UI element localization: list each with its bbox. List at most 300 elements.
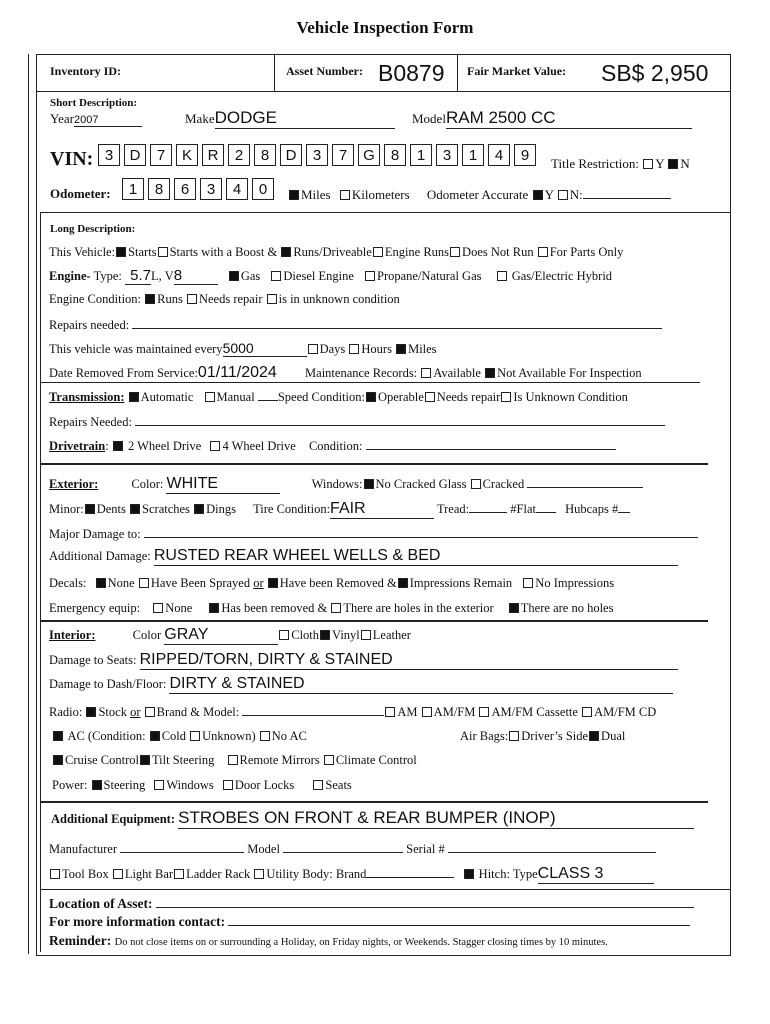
manual-label: Manual <box>216 390 255 404</box>
interior-color-value[interactable]: GRAY <box>164 626 278 645</box>
windows-label: Windows <box>166 778 214 792</box>
unknown-label: Unknown) <box>202 729 256 743</box>
diesel-label: Diesel Engine <box>283 269 354 283</box>
starts-checkbox[interactable] <box>116 247 126 257</box>
divider <box>40 463 708 465</box>
vin-char-box[interactable]: G <box>358 144 380 166</box>
engine-row <box>49 267 612 285</box>
emergency-none-checkbox[interactable] <box>153 603 163 613</box>
condition-label: Condition: <box>311 390 365 404</box>
asset-number-value[interactable]: B0879 <box>378 60 445 86</box>
vin-char-box[interactable]: 8 <box>384 144 406 166</box>
amfm-cassette-checkbox[interactable] <box>479 707 489 717</box>
maintained-label: This vehicle was maintained every <box>49 342 223 356</box>
removed-checkbox[interactable] <box>268 578 278 588</box>
four-wd-label: 4 Wheel Drive <box>222 439 296 453</box>
flat-label: #Flat <box>510 502 536 516</box>
hitch-value[interactable]: CLASS 3 <box>538 865 654 884</box>
model-row <box>412 108 692 129</box>
vin-char-box[interactable]: 1 <box>462 144 484 166</box>
door-locks-label: Door Locks <box>234 778 295 792</box>
vin-label: VIN: <box>50 148 94 170</box>
vin-char-box[interactable]: 3 <box>98 144 120 166</box>
vin-char-box[interactable]: 3 <box>436 144 458 166</box>
tread-field[interactable] <box>469 512 507 513</box>
operable-checkbox[interactable] <box>366 392 376 402</box>
major-damage-row <box>49 527 698 542</box>
speed-label: Speed <box>277 390 309 404</box>
utility-brand-field[interactable] <box>366 877 454 878</box>
brand-model-label: Brand & Model: <box>156 705 240 719</box>
odometer-digit-box[interactable]: 4 <box>226 178 248 200</box>
engine-label: Engine- <box>49 269 91 283</box>
vin-char-box[interactable]: 3 <box>306 144 328 166</box>
available-checkbox[interactable] <box>421 368 431 378</box>
drivers-side-checkbox[interactable] <box>509 731 519 741</box>
impressions-remain-checkbox[interactable] <box>398 578 408 588</box>
location-field[interactable] <box>156 907 694 908</box>
interior-row <box>49 626 411 645</box>
dash-label: Damage to Dash/Floor: <box>49 677 167 691</box>
major-damage-label: Major Damage to: <box>49 527 141 541</box>
drivetrain-label: Drivetrain <box>49 439 106 453</box>
automatic-checkbox[interactable] <box>129 392 139 402</box>
runs-checkbox[interactable] <box>145 294 155 304</box>
asset-number-label: Asset Number: <box>286 64 363 78</box>
ac-row <box>52 729 307 744</box>
major-damage-field[interactable] <box>144 537 698 538</box>
repairs-needed2-row <box>49 415 665 430</box>
none-label: None <box>165 601 193 615</box>
minor-row <box>49 500 630 519</box>
leather-checkbox[interactable] <box>361 630 371 640</box>
fmv-label: Fair Market Value: <box>467 64 567 78</box>
transmission-row <box>49 390 628 405</box>
make-row <box>185 108 395 129</box>
four-wd-checkbox[interactable] <box>210 441 220 451</box>
this-vehicle-label: This Vehicle: <box>49 245 116 259</box>
tilt-label: Tilt Steering <box>151 753 215 767</box>
available-label: Available <box>433 366 481 380</box>
needs-repair-label: Needs repair <box>436 390 501 404</box>
long-desc-label: Long Description: <box>50 223 136 235</box>
no-holes-label: There are no holes <box>520 601 614 615</box>
remote-mirrors-label: Remote Mirrors <box>239 753 320 767</box>
no-cracked-checkbox[interactable] <box>364 479 374 489</box>
equipment-row <box>51 808 694 829</box>
am-label: AM <box>397 705 418 719</box>
divider <box>40 801 708 803</box>
ac-checkbox[interactable] <box>53 731 63 741</box>
fmv-value[interactable]: SB$ 2,950 <box>601 60 709 86</box>
emergency-label: Emergency equip: <box>49 601 141 615</box>
stock-label: Stock <box>98 705 127 719</box>
scratches-checkbox[interactable] <box>130 504 140 514</box>
year-value[interactable]: 2007 <box>74 114 142 127</box>
ladder-rack-label: Ladder Rack <box>186 867 251 881</box>
no-holes-checkbox[interactable] <box>509 603 519 613</box>
make-label: Make <box>185 111 215 126</box>
short-desc-label: Short Description: <box>50 97 138 109</box>
power-seats-checkbox[interactable] <box>313 780 323 790</box>
vin-char-box[interactable]: 9 <box>514 144 536 166</box>
power-row <box>52 778 352 793</box>
miles-checkbox[interactable] <box>289 190 299 200</box>
exterior-color-value[interactable]: WHITE <box>166 475 280 494</box>
hybrid-label: Gas/Electric Hybrid <box>511 269 613 283</box>
n-field[interactable] <box>583 198 671 199</box>
kilometers-label: Kilometers <box>351 187 410 202</box>
cruise-row <box>52 753 417 768</box>
contact-row <box>49 914 690 930</box>
sprayed-checkbox[interactable] <box>139 578 149 588</box>
transmission-label: Transmission: <box>49 390 125 404</box>
two-wd-label: 2 Wheel Drive <box>127 439 202 453</box>
operable-label: Operable <box>377 390 424 404</box>
days-checkbox[interactable] <box>308 344 318 354</box>
amfm-label: AM/FM <box>433 705 476 719</box>
model-label: Model <box>412 111 446 126</box>
equipment-value[interactable]: STROBES ON FRONT & REAR BUMPER (INOP) <box>178 808 694 829</box>
cracked-label: Cracked <box>482 477 525 491</box>
inventory-id-label: Inventory ID: <box>50 64 121 78</box>
has-been-removed-checkbox[interactable] <box>209 603 219 613</box>
no-impressions-label: No Impressions <box>535 576 615 590</box>
starts-boost-checkbox[interactable] <box>158 247 168 257</box>
starts-boost-label: Starts with a Boost & <box>169 245 278 259</box>
starts-label: Starts <box>128 245 157 259</box>
or-label: or <box>130 705 141 719</box>
condition-label: Condition: <box>308 439 363 453</box>
miles-label: Miles <box>301 187 331 202</box>
trans-needs-repair-checkbox[interactable] <box>425 392 435 402</box>
vin-char-box[interactable]: 2 <box>228 144 250 166</box>
type-label: Type: <box>93 269 122 283</box>
cold-checkbox[interactable] <box>150 731 160 741</box>
hours-label: Hours <box>361 342 392 356</box>
unknown-condition-label: is in unknown condition <box>278 292 400 306</box>
vin-char-box[interactable]: 1 <box>410 144 432 166</box>
additional-damage-label: Additional Damage: <box>49 549 151 563</box>
climate-checkbox[interactable] <box>324 755 334 765</box>
diesel-checkbox[interactable] <box>271 271 281 281</box>
vin-char-box[interactable]: K <box>176 144 198 166</box>
manual-checkbox[interactable] <box>205 392 215 402</box>
maintained-row <box>49 340 437 357</box>
climate-label: Climate Control <box>335 753 417 767</box>
cruise-label: Cruise Control <box>65 753 139 767</box>
does-not-run-checkbox[interactable] <box>450 247 460 257</box>
minor-label: Minor: <box>49 502 84 516</box>
windows-label: Windows: <box>311 477 363 491</box>
odometer-units-row <box>288 187 671 203</box>
drivers-side-label: Driver’s Side <box>521 729 589 743</box>
odometer-accurate-n-checkbox[interactable] <box>558 190 568 200</box>
emergency-row <box>49 601 613 616</box>
odometer-digit-box[interactable]: 1 <box>122 178 144 200</box>
removed-label: Have been Removed & <box>279 576 397 590</box>
holes-label: There are holes in the exterior <box>343 601 494 615</box>
odometer-digit-box[interactable]: 3 <box>200 178 222 200</box>
y-label: Y <box>655 156 665 171</box>
engine-v-value[interactable]: 8 <box>174 267 218 285</box>
vin-boxes <box>98 144 540 166</box>
this-vehicle-row <box>49 245 623 260</box>
exterior-row <box>49 475 643 494</box>
gas-label: Gas <box>240 269 261 283</box>
engine-runs-label: Engine Runs <box>384 245 450 259</box>
cloth-checkbox[interactable] <box>279 630 289 640</box>
engine-condition-row <box>49 292 400 307</box>
has-been-removed-label: Has been removed & <box>221 601 328 615</box>
remote-mirrors-checkbox[interactable] <box>228 755 238 765</box>
dash-row <box>49 675 673 694</box>
hitch-label: Hitch: Type <box>478 867 538 881</box>
accessories-row <box>49 865 654 884</box>
cold-label: Cold <box>161 729 187 743</box>
odometer-accurate-y-checkbox[interactable] <box>533 190 543 200</box>
drivetrain-condition-field[interactable] <box>366 449 616 450</box>
dings-label: Dings <box>206 502 236 516</box>
dings-checkbox[interactable] <box>194 504 204 514</box>
or-label: or <box>253 576 264 590</box>
divider <box>40 212 731 213</box>
dents-checkbox[interactable] <box>85 504 95 514</box>
vin-char-box[interactable]: D <box>124 144 146 166</box>
amfm-cd-checkbox[interactable] <box>582 707 592 717</box>
contact-field[interactable] <box>228 925 690 926</box>
runs-driveable-checkbox[interactable] <box>281 247 291 257</box>
utility-body-checkbox[interactable] <box>254 869 264 879</box>
no-ac-checkbox[interactable] <box>260 731 270 741</box>
seats-label: Damage to Seats: <box>49 653 137 667</box>
decals-row <box>49 576 614 591</box>
leather-label: Leather <box>372 628 411 642</box>
year-row <box>50 111 142 127</box>
none-label: None <box>107 576 135 590</box>
title-restriction-n-checkbox[interactable] <box>668 159 678 169</box>
reminder-row <box>49 933 608 949</box>
no-ac-label: No AC <box>271 729 307 743</box>
amfm-cassette-label: AM/FM Cassette <box>491 705 578 719</box>
speed-field[interactable] <box>258 400 278 401</box>
odometer-digit-box[interactable]: 6 <box>174 178 196 200</box>
tire-label: Tire Condition: <box>253 502 331 516</box>
does-not-run-label: Does Not Run <box>462 245 534 259</box>
days-label: Days <box>319 342 346 356</box>
trans-unknown-checkbox[interactable] <box>501 392 511 402</box>
vin-char-box[interactable]: R <box>202 144 224 166</box>
vin-char-box[interactable]: 4 <box>488 144 510 166</box>
ac-label: AC (Condition: <box>67 729 146 743</box>
date-removed-row <box>49 364 642 383</box>
inner-frame-left <box>40 212 41 952</box>
two-wd-checkbox[interactable] <box>113 441 123 451</box>
hubcaps-label: Hubcaps # <box>565 502 619 516</box>
divider <box>40 889 731 890</box>
kilometers-checkbox[interactable] <box>340 190 350 200</box>
not-available-checkbox[interactable] <box>485 368 495 378</box>
odometer-digit-box[interactable]: 0 <box>252 178 274 200</box>
power-steering-checkbox[interactable] <box>92 780 102 790</box>
contact-label: For more information contact: <box>49 914 226 929</box>
left-margin-line <box>28 54 29 954</box>
divider <box>40 620 708 622</box>
impressions-remain-label: Impressions Remain <box>409 576 513 590</box>
radio-label: Radio: <box>49 705 83 719</box>
engine-runs-checkbox[interactable] <box>373 247 383 257</box>
odometer-digit-box[interactable]: 8 <box>148 178 170 200</box>
n-label: N: <box>569 187 583 202</box>
amfm-cd-label: AM/FM CD <box>594 705 657 719</box>
needs-repair-label: Needs repair <box>198 292 263 306</box>
seats-row <box>49 651 678 670</box>
propane-checkbox[interactable] <box>365 271 375 281</box>
location-label: Location of Asset: <box>49 896 153 911</box>
reminder-text: Do not close items on or surrounding a Holiday, on Friday nights, or Weekends. Stagger closing times by 10 minutes. <box>114 937 608 948</box>
repairs-needed2-label: Repairs Needed: <box>49 415 132 429</box>
interior-label: Interior: <box>49 628 96 642</box>
seats-value[interactable]: RIPPED/TORN, DIRTY & STAINED <box>140 651 678 670</box>
vin-char-box[interactable]: 8 <box>254 144 276 166</box>
location-row <box>49 896 694 912</box>
divider <box>40 382 700 383</box>
tread-label: Tread: <box>436 502 470 516</box>
light-bar-checkbox[interactable] <box>113 869 123 879</box>
repairs-needed-row <box>49 318 662 333</box>
runs-driveable-label: Runs/Driveable <box>293 245 372 259</box>
make-value[interactable]: DODGE <box>215 108 395 129</box>
flat-field[interactable] <box>536 512 556 513</box>
amfm-checkbox[interactable] <box>422 707 432 717</box>
decals-label: Decals: <box>49 576 87 590</box>
hubcaps-field[interactable] <box>618 512 630 513</box>
l-v-label: L, V <box>151 269 174 283</box>
divider <box>274 54 275 91</box>
unknown-condition-checkbox[interactable] <box>267 294 277 304</box>
not-available-label: Not Available For Inspection <box>497 366 642 380</box>
additional-damage-value[interactable]: RUSTED REAR WHEEL WELLS & BED <box>154 547 678 566</box>
sprayed-label: Have Been Sprayed <box>150 576 251 590</box>
title-restriction-row <box>551 156 690 172</box>
unknown-condition-label: Is Unknown Condition <box>513 390 628 404</box>
decals-none-checkbox[interactable] <box>96 578 106 588</box>
no-impressions-checkbox[interactable] <box>523 578 533 588</box>
miles-label: Miles <box>408 342 437 356</box>
vin-char-box[interactable]: D <box>280 144 302 166</box>
form-title: Vehicle Inspection Form <box>296 18 474 37</box>
model-value[interactable]: RAM 2500 CC <box>446 108 692 129</box>
seats-label: Seats <box>325 778 352 792</box>
year-label: Year <box>50 111 74 126</box>
color-label: Color: <box>131 477 164 491</box>
date-removed-value[interactable]: 01/11/2024 <box>197 364 277 381</box>
steering-label: Steering <box>103 778 146 792</box>
y-label: Y <box>544 187 554 202</box>
automatic-label: Automatic <box>140 390 194 404</box>
serial-label: Serial # <box>406 842 445 856</box>
miles-maint-checkbox[interactable] <box>396 344 406 354</box>
serial-field[interactable] <box>448 852 656 853</box>
odometer-label: Odometer: <box>50 186 111 201</box>
divider <box>457 54 458 91</box>
engine-condition-label: Engine Condition: <box>49 292 142 306</box>
color-label: Color <box>132 628 162 642</box>
radio-row <box>49 705 656 720</box>
exterior-label: Exterior: <box>49 477 99 491</box>
cloth-label: Cloth <box>291 628 320 642</box>
am-checkbox[interactable] <box>385 707 395 717</box>
runs-label: Runs <box>157 292 183 306</box>
odometer-accurate-label: Odometer Accurate <box>426 187 529 202</box>
model-field[interactable] <box>283 852 403 853</box>
date-removed-label: Date Removed From Service: <box>49 366 198 380</box>
gas-checkbox[interactable] <box>229 271 239 281</box>
cruise-checkbox[interactable] <box>53 755 63 765</box>
brand-model-field[interactable] <box>242 715 384 716</box>
power-label: Power: <box>52 778 88 792</box>
vin-char-box[interactable]: 7 <box>150 144 172 166</box>
stock-checkbox[interactable] <box>86 707 96 717</box>
engine-liters-value[interactable]: 5.7 <box>125 267 151 285</box>
vin-char-box[interactable]: 7 <box>332 144 354 166</box>
maint-records-label: Maintenance Records: <box>305 366 418 380</box>
light-bar-label: Light Bar <box>124 867 174 881</box>
tool-box-label: Tool Box <box>62 867 109 881</box>
n-label: N <box>680 156 690 171</box>
airbags-row <box>460 729 625 744</box>
ladder-rack-checkbox[interactable] <box>174 869 184 879</box>
power-windows-checkbox[interactable] <box>154 780 164 790</box>
title-restriction-y-checkbox[interactable] <box>643 159 653 169</box>
tool-box-checkbox[interactable] <box>50 869 60 879</box>
utility-body-label: Utility Body: Brand <box>266 867 367 881</box>
scratches-label: Scratches <box>142 502 190 516</box>
dual-checkbox[interactable] <box>589 731 599 741</box>
tire-value[interactable]: FAIR <box>330 500 434 519</box>
hours-checkbox[interactable] <box>349 344 359 354</box>
divider <box>36 91 731 92</box>
cracked-checkbox[interactable] <box>471 479 481 489</box>
brand-model-checkbox[interactable] <box>145 707 155 717</box>
repairs-needed-field[interactable] <box>132 328 662 329</box>
cracked-field[interactable] <box>527 487 643 488</box>
propane-label: Propane/Natural Gas <box>377 269 482 283</box>
manufacturer-row <box>49 842 656 857</box>
for-parts-checkbox[interactable] <box>538 247 548 257</box>
repairs-needed-label: Repairs needed: <box>49 318 130 332</box>
airbags-label: Air Bags: <box>460 729 509 743</box>
repairs-needed2-field[interactable] <box>135 425 665 426</box>
dual-label: Dual <box>601 729 626 743</box>
hitch-checkbox[interactable] <box>464 869 474 879</box>
dents-label: Dents <box>96 502 126 516</box>
unknown-checkbox[interactable] <box>190 731 200 741</box>
title-restriction-label: Title Restriction: <box>551 156 639 171</box>
door-locks-checkbox[interactable] <box>223 780 233 790</box>
dash-value[interactable]: DIRTY & STAINED <box>169 675 673 694</box>
holes-checkbox[interactable] <box>331 603 341 613</box>
needs-repair-checkbox[interactable] <box>187 294 197 304</box>
vinyl-label: Vinyl <box>332 628 360 642</box>
hybrid-checkbox[interactable] <box>497 271 507 281</box>
tilt-checkbox[interactable] <box>140 755 150 765</box>
maintained-value[interactable]: 5000 <box>223 340 307 357</box>
drivetrain-row: Drivetrain: 2 Wheel Drive 4 Wheel Drive Condition: <box>49 439 616 454</box>
manufacturer-label: Manufacturer <box>49 842 118 856</box>
vinyl-checkbox[interactable] <box>320 630 330 640</box>
manufacturer-field[interactable] <box>120 852 244 853</box>
